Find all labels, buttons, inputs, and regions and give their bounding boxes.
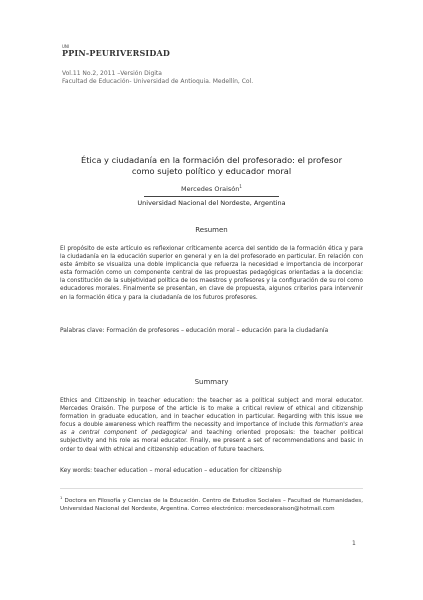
logo-brand-text: PPIN-PEURIVERSIDAD — [62, 48, 171, 58]
author-affiliation: Universidad Nacional del Nordeste, Argentina — [137, 199, 286, 207]
summary-text-part1: Ethics and Citizenship in teacher education: the teacher as a political subject and moral educator. Mercedes Oraisón. The purpose of the article is to make a critical review of ethical and citizenship formation in graduate education, and in teacher education in particular. Regarding with this issue we focus a double awareness which reaffirm the necessity and importance of include this — [60, 398, 363, 429]
journal-volume-line: Vol.11 No.2, 2011 –Versión Digita — [62, 70, 162, 77]
journal-logo — [62, 44, 170, 58]
footnote-marker: 1 — [60, 495, 63, 500]
summary-heading: Summary — [194, 378, 229, 386]
journal-faculty-line: Facultad de Educación- Universidad de Antioquia. Medellín, Col. — [62, 78, 254, 85]
page-number: 1 — [352, 540, 356, 547]
resumen-text: El propósito de este artículo es reflexionar críticamente acerca del sentido de la formación ética y para la ciudadanía en la educación superior en general y en la del profesorado en particular. En relación con este ámbito se visualiza una doble implicancia que refuerza la necesidad e importancia de incorporar esta formación como un componente central de las propuestas pedagógicas orientadas a la docencia: la constitución de la subjetividad política de los maestros y profesores y la configuración de su rol como educadores morales. Finalmente se presentan, en clave de propuesta, algunos criterios para intervenir en la formación ética y para la ciudadanía de los futuros profesores. — [60, 246, 363, 301]
author-footnote-marker: 1 — [239, 184, 242, 189]
journal-meta — [62, 70, 382, 86]
summary-text — [60, 397, 363, 454]
logo-small-text: UNI — [62, 44, 70, 49]
footnote — [60, 494, 363, 513]
author-name: Mercedes Oraisón — [181, 185, 240, 194]
summary-keywords-label: Key words: — [60, 468, 93, 474]
resumen-heading: Resumen — [195, 226, 228, 234]
summary-text-italic: formation's area as a central component of pedagogical — [60, 422, 363, 437]
resumen-keywords — [60, 327, 363, 335]
summary-keywords — [60, 467, 363, 475]
summary-keywords-value: teacher education – moral education – education for citizenship — [93, 468, 282, 474]
summary-text-part2: and teaching oriented proposals: the teacher political subjectivity and his role as moral educator. Finally, we present a set of recommendations and basic in order to deal with ethical and citizenship education of future teachers. — [60, 430, 364, 453]
footnote-divider — [60, 488, 363, 489]
footnote-text: Doctora en Filosofía y Ciencias de la Educación. Centro de Estudios Sociales – Facultad de Humanidades, Universidad Nacional del Nordeste, Argentina. Correo electrónico: mercedesoraison@hotmail.com — [60, 497, 363, 512]
article-author — [60, 184, 363, 193]
author-divider — [144, 196, 279, 197]
resumen-keywords-label: Palabras clave: — [60, 328, 105, 334]
article-title: Ética y ciudadanía en la formación del profesorado: el profesor como sujeto político y educador moral — [80, 155, 343, 176]
resumen-keywords-value: Formación de profesores – educación moral – educación para la ciudadanía — [106, 328, 329, 334]
